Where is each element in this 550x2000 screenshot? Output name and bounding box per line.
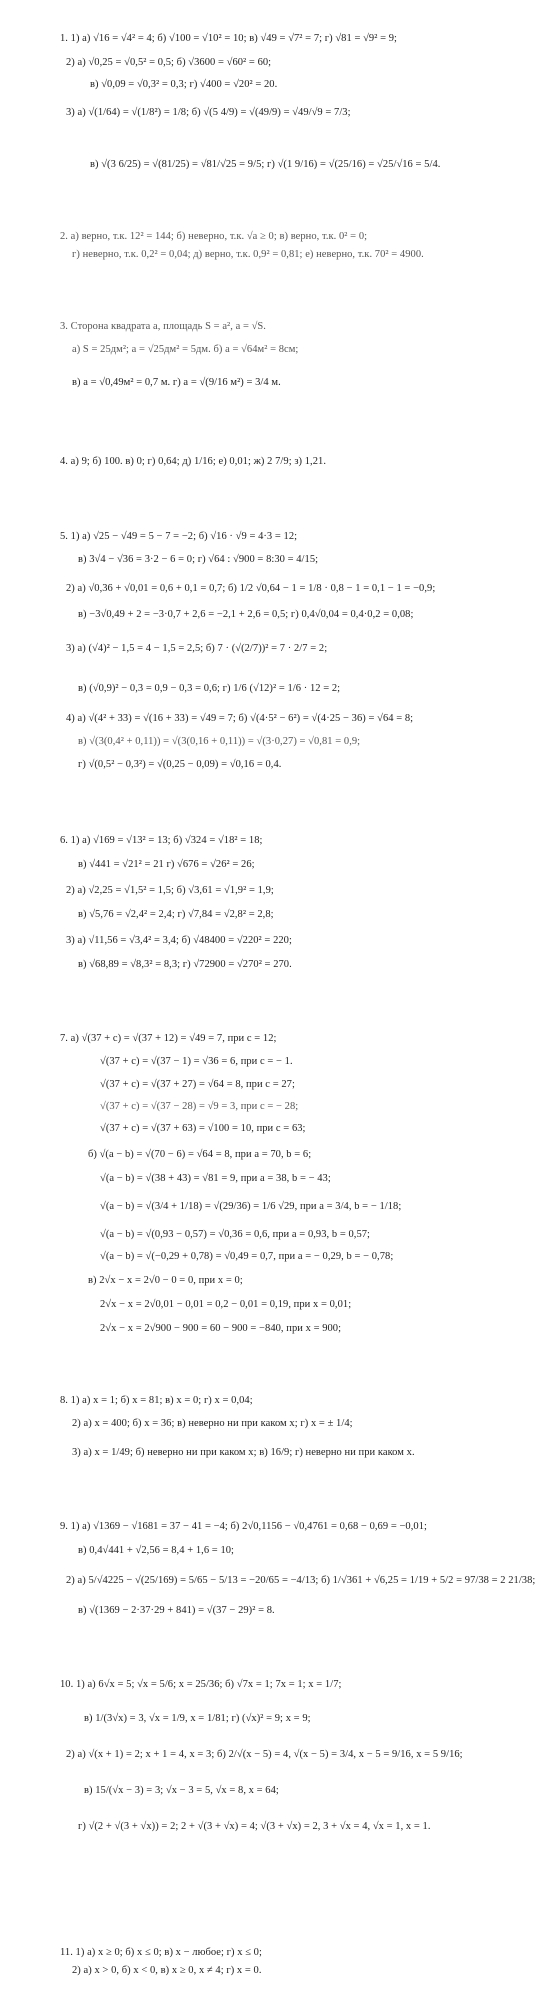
problem-line: 2) а) x > 0, б) x < 0, в) x ≥ 0, x ≠ 4; г) x = 0.	[72, 1965, 262, 1976]
problem-line: 7. а) √(37 + c) = √(37 + 12) = √49 = 7, при c = 12;	[60, 1033, 277, 1044]
problem-line: в) √0,09 = √0,3² = 0,3; г) √400 = √20² = 20.	[90, 79, 278, 90]
problem-line: в) √(3(0,4² + 0,11)) = √(3(0,16 + 0,11)) = √(3·0,27) = √0,81 = 0,9;	[78, 736, 361, 747]
problem-line: в) √441 = √21² = 21 г) √676 = √26² = 26;	[78, 859, 255, 870]
problem-line: 3. Сторона квадрата a, площадь S = a², a = √S.	[60, 321, 266, 332]
problem-line: в) 0,4√441 + √2,56 = 8,4 + 1,6 = 10;	[78, 1545, 235, 1556]
problem-line: в) 3√4 − √36 = 3·2 − 6 = 0; г) √64 : √900 = 8:30 = 4/15;	[78, 554, 319, 565]
problem-line: √(a − b) = √(−0,29 + 0,78) = √0,49 = 0,7, при a = − 0,29, b = − 0,78;	[100, 1251, 394, 1262]
problem-line: 2) а) 5/√4225 − √(25/169) = 5/65 − 5/13 = −20/65 = −4/13; б) 1/√361 + √6,25 = 1/19 + 5/2 = 97/38 = 2 21/38;	[66, 1575, 536, 1586]
problem-line: 10. 1) а) 6√x = 5; √x = 5/6; x = 25/36; б) √7x = 1; 7x = 1; x = 1/7;	[60, 1679, 342, 1690]
problem-line: 4. а) 9; б) 100. в) 0; г) 0,64; д) 1/16; е) 0,01; ж) 2 7/9; з) 1,21.	[60, 456, 327, 467]
problem-line: 8. 1) а) x = 1; б) x = 81; в) x = 0; г) x = 0,04;	[60, 1395, 253, 1406]
problem-line: √(37 + c) = √(37 − 1) = √36 = 6, при c = − 1.	[100, 1056, 293, 1067]
problem-line: 11. 1) а) x ≥ 0; б) x ≤ 0; в) x − любое; г) x ≤ 0;	[60, 1947, 262, 1958]
problem-line: √(37 + c) = √(37 + 63) = √100 = 10, при c = 63;	[100, 1123, 306, 1134]
problem-line: 2) а) √0,25 = √0,5² = 0,5; б) √3600 = √60² = 60;	[66, 57, 272, 68]
problem-line: 2√x − x = 2√0,01 − 0,01 = 0,2 − 0,01 = 0,19, при x = 0,01;	[100, 1299, 352, 1310]
problem-line: г) неверно, т.к. 0,2² = 0,04; д) верно, т.к. 0,9² = 0,81; е) неверно, т.к. 70² = 4900.	[72, 249, 424, 260]
problem-line: г) √(0,5² − 0,3²) = √(0,25 − 0,09) = √0,16 = 0,4.	[78, 759, 282, 770]
problem-line: в) √5,76 = √2,4² = 2,4; г) √7,84 = √2,8² = 2,8;	[78, 909, 274, 920]
problem-line: 6. 1) а) √169 = √13² = 13; б) √324 = √18² = 18;	[60, 835, 263, 846]
problem-line: √(a − b) = √(38 + 43) = √81 = 9, при a = 38, b = − 43;	[100, 1173, 331, 1184]
problem-line: б) √(a − b) = √(70 − 6) = √64 = 8, при a = 70, b = 6;	[88, 1149, 312, 1160]
problem-line: в) √68,89 = √8,3² = 8,3; г) √72900 = √270² = 270.	[78, 959, 292, 970]
problem-line: в) 2√x − x = 2√0 − 0 = 0, при x = 0;	[88, 1275, 243, 1286]
problem-line: 9. 1) а) √1369 − √1681 = 37 − 41 = −4; б) 2√0,1156 − √0,4761 = 0,68 − 0,69 = −0,01;	[60, 1521, 427, 1532]
problem-line: 4) а) √(4² + 33) = √(16 + 33) = √49 = 7; б) √(4·5² − 6²) = √(4·25 − 36) = √64 = 8;	[66, 713, 414, 724]
problem-line: 2) а) √(x + 1) = 2; x + 1 = 4, x = 3; б) 2/√(x − 5) = 4, √(x − 5) = 3/4, x − 5 = 9/16, x = 5 9/16;	[66, 1749, 463, 1760]
problem-line: √(a − b) = √(3/4 + 1/18) = √(29/36) = 1/6 √29, при a = 3/4, b = − 1/18;	[100, 1201, 402, 1212]
problem-line: 1. 1) а) √16 = √4² = 4; б) √100 = √10² = 10; в) √49 = √7² = 7; г) √81 = √9² = 9;	[60, 33, 397, 44]
problem-line: 2) а) x = 400; б) x = 36; в) неверно ни при каком x; г) x = ± 1/4;	[72, 1418, 353, 1429]
problem-line: 3) а) x = 1/49; б) неверно ни при каком x; в) 16/9; г) неверно ни при каком x.	[72, 1447, 415, 1458]
problem-line: 3) а) √11,56 = √3,4² = 3,4; б) √48400 = √220² = 220;	[66, 935, 292, 946]
problem-line: 3) а) √(1/64) = √(1/8²) = 1/8; б) √(5 4/9) = √(49/9) = √49/√9 = 7/3;	[66, 107, 351, 118]
problem-line: в) 1/(3√x) = 3, √x = 1/9, x = 1/81; г) (√x)² = 9; x = 9;	[84, 1713, 311, 1724]
problem-line: √(37 + c) = √(37 − 28) = √9 = 3, при c = − 28;	[100, 1101, 299, 1112]
problem-line: в) (√0,9)² − 0,3 = 0,9 − 0,3 = 0,6; г) 1/6 (√12)² = 1/6 · 12 = 2;	[78, 683, 341, 694]
problem-line: 5. 1) а) √25 − √49 = 5 − 7 = −2; б) √16 · √9 = 4·3 = 12;	[60, 531, 298, 542]
problem-line: 2√x − x = 2√900 − 900 = 60 − 900 = −840, при x = 900;	[100, 1323, 342, 1334]
problem-line: г) √(2 + √(3 + √x)) = 2; 2 + √(3 + √x) = 4; √(3 + √x) = 2, 3 + √x = 4, √x = 1, x = 1.	[78, 1821, 431, 1832]
problem-line: 3) а) (√4)² − 1,5 = 4 − 1,5 = 2,5; б) 7 · (√(2/7))² = 7 · 2/7 = 2;	[66, 643, 328, 654]
problem-line: в) 15/(√x − 3) = 3; √x − 3 = 5, √x = 8, x = 64;	[84, 1785, 279, 1796]
problem-line: √(a − b) = √(0,93 − 0,57) = √0,36 = 0,6, при a = 0,93, b = 0,57;	[100, 1229, 371, 1240]
problem-line: в) √(3 6/25) = √(81/25) = √81/√25 = 9/5; г) √(1 9/16) = √(25/16) = √25/√16 = 5/4.	[90, 159, 441, 170]
problem-line: √(37 + c) = √(37 + 27) = √64 = 8, при c = 27;	[100, 1079, 295, 1090]
problem-line: 2) а) √0,36 + √0,01 = 0,6 + 0,1 = 0,7; б) 1/2 √0,64 − 1 = 1/8 · 0,8 − 1 = 0,1 − 1 = −0,9;	[66, 583, 436, 594]
problem-line: в) √(1369 − 2·37·29 + 841) = √(37 − 29)² = 8.	[78, 1605, 275, 1616]
problem-line: 2) а) √2,25 = √1,5² = 1,5; б) √3,61 = √1,9² = 1,9;	[66, 885, 274, 896]
problem-line: в) a = √0,49м² = 0,7 м. г) a = √(9/16 м²) = 3/4 м.	[72, 377, 281, 388]
problem-line: 2. а) верно, т.к. 12² = 144; б) неверно, т.к. √a ≥ 0; в) верно, т.к. 0² = 0;	[60, 231, 368, 242]
problem-line: в) −3√0,49 + 2 = −3·0,7 + 2,6 = −2,1 + 2,6 = 0,5; г) 0,4√0,04 = 0,4·0,2 = 0,08;	[78, 609, 414, 620]
problem-line: а) S = 25дм²; a = √25дм² = 5дм. б) a = √64м² = 8см;	[72, 344, 299, 355]
